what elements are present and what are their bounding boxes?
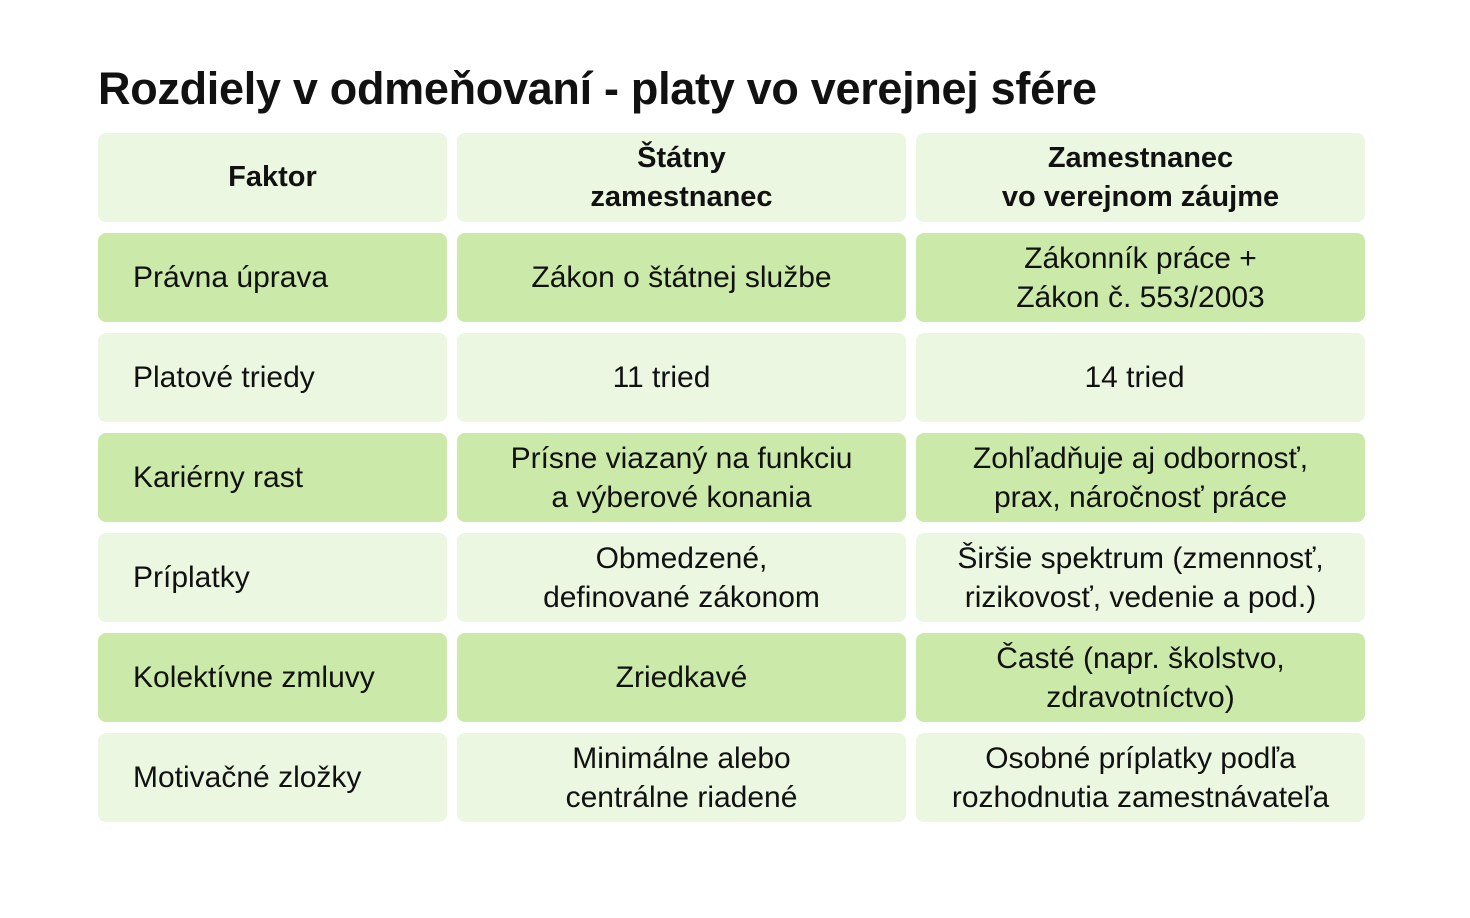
row-public-cell: Širšie spektrum (zmennosť, rizikovosť, vedenie a pod.) bbox=[916, 533, 1365, 622]
header-cell-factor: Faktor bbox=[98, 133, 447, 222]
row-public-cell: 14 tried bbox=[916, 333, 1365, 422]
row-factor-cell: Príplatky bbox=[98, 533, 447, 622]
row-factor-cell: Kariérny rast bbox=[98, 433, 447, 522]
row-factor-cell: Platové triedy bbox=[98, 333, 447, 422]
header-cell-state-employee: Štátny zamestnanec bbox=[457, 133, 906, 222]
row-state-cell: Zriedkavé bbox=[457, 633, 906, 722]
header-cell-public-interest-employee: Zamestnanec vo verejnom záujme bbox=[916, 133, 1365, 222]
row-factor-cell: Kolektívne zmluvy bbox=[98, 633, 447, 722]
row-public-cell: Časté (napr. školstvo, zdravotníctvo) bbox=[916, 633, 1365, 722]
page-title: Rozdiely v odmeňovaní - platy vo verejnej sfére bbox=[98, 63, 1097, 114]
row-public-cell: Zohľadňuje aj odbornosť, prax, náročnosť práce bbox=[916, 433, 1365, 522]
row-state-cell: Minimálne alebo centrálne riadené bbox=[457, 733, 906, 822]
row-factor-cell: Právna úprava bbox=[98, 233, 447, 322]
row-state-cell: 11 tried bbox=[457, 333, 906, 422]
row-factor-cell: Motivačné zložky bbox=[98, 733, 447, 822]
comparison-table bbox=[98, 133, 1365, 822]
row-public-cell: Osobné príplatky podľa rozhodnutia zamestnávateľa bbox=[916, 733, 1365, 822]
row-state-cell: Prísne viazaný na funkciu a výberové konania bbox=[457, 433, 906, 522]
row-state-cell: Zákon o štátnej službe bbox=[457, 233, 906, 322]
row-public-cell: Zákonník práce + Zákon č. 553/2003 bbox=[916, 233, 1365, 322]
row-state-cell: Obmedzené, definované zákonom bbox=[457, 533, 906, 622]
